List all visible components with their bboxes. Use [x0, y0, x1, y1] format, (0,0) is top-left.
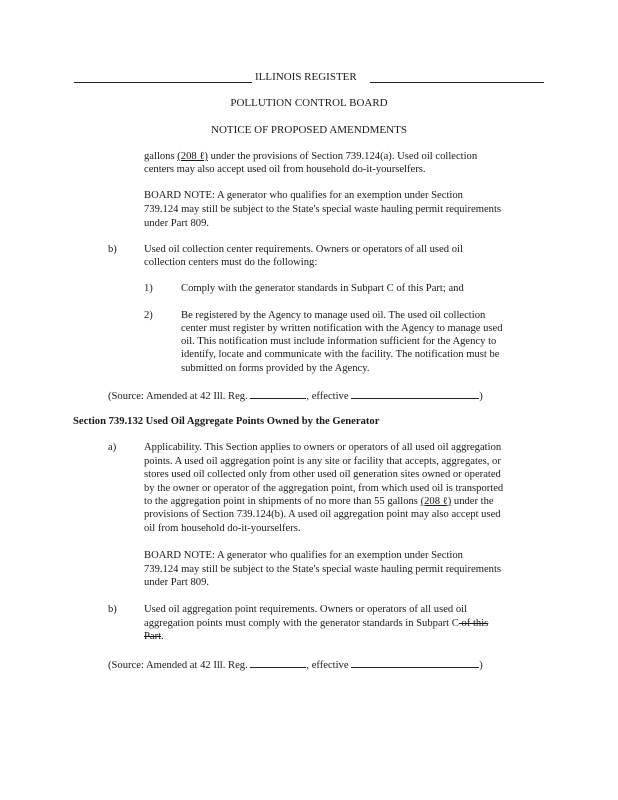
item-a-line-2: points. A used oil aggregation point is any site or facility that accepts, aggregates, or — [144, 456, 501, 467]
blank-field — [351, 657, 479, 668]
item-b-line-2: collection centers must do the following: — [144, 257, 318, 268]
board-title: POLLUTION CONTROL BOARD — [230, 97, 388, 109]
item-a-line-4: by the owner or operator of the aggregation point, from which used oil is transported — [144, 483, 504, 494]
subitem-2-line-4: identify, locate and communicate with the facility. The notification must be — [181, 349, 500, 360]
subitem-2-line-3: oil. This notification must include information sufficient for the Agency to — [181, 336, 497, 347]
board-note-2-line-3: under Part 809. — [144, 577, 210, 588]
cont-line-2: centers may also accept used oil from household do-it-yourselfers. — [144, 164, 426, 175]
item-b2-line-1: Used oil aggregation point requirements. Owners or operators of all used oil — [144, 604, 468, 615]
item-b2-line-2: aggregation points must comply with the generator standards in Subpart C of this — [144, 618, 489, 629]
item-a-line-6: provisions of Section 739.124(b). A used oil aggregation point may also accept used — [144, 509, 501, 520]
item-a-line-5: to the aggregation point in shipments of no more than 55 gallons (208 ℓ) under the — [144, 496, 494, 507]
section-heading: Section 739.132 Used Oil Aggregate Points Owned by the Generator — [73, 416, 380, 427]
inserted-text: (208 ℓ) — [177, 151, 208, 162]
item-b-line-1: Used oil collection center requirements. Owners or operators of all used oil — [144, 244, 463, 255]
blank-field — [351, 388, 479, 399]
board-note-1-line-2: 739.124 may still be subject to the State's special waste hauling permit requirements — [144, 204, 502, 215]
subitem-2-line-1: Be registered by the Agency to manage used oil. The used oil collection — [181, 310, 486, 321]
inserted-text: (208 ℓ) — [420, 496, 452, 507]
subitem-1-text: Comply with the generator standards in Subpart C of this Part; and — [181, 283, 464, 294]
header-rule-left — [74, 82, 252, 83]
cont-line-1: gallons (208 ℓ) under the provisions of Section 739.124(a). Used oil collection — [144, 151, 478, 162]
item-a-line-7: oil from household do-it-yourselfers. — [144, 523, 301, 534]
register-title: ILLINOIS REGISTER — [255, 71, 357, 83]
board-note-1-line-1: BOARD NOTE: A generator who qualifies for an exemption under Section — [144, 190, 463, 201]
source-note-2: (Source: Amended at 42 Ill. Reg. , effective ) — [108, 657, 483, 672]
board-note-2-line-1: BOARD NOTE: A generator who qualifies for an exemption under Section — [144, 550, 463, 561]
struck-text: of this — [458, 618, 489, 629]
header-rule-right — [370, 82, 544, 83]
notice-title: NOTICE OF PROPOSED AMENDMENTS — [211, 124, 407, 136]
subitem-2-line-2: center must register by written notification with the Agency to manage used — [181, 323, 503, 334]
blank-field — [250, 388, 306, 399]
item-b-label: b) — [108, 244, 117, 255]
item-a-line-1: Applicability. This Section applies to owners or operators of all used oil aggregation — [144, 442, 502, 453]
board-note-2-line-2: 739.124 may still be subject to the State's special waste hauling permit requirements — [144, 564, 502, 575]
item-a-label: a) — [108, 442, 117, 453]
blank-field — [250, 657, 306, 668]
subitem-2-line-5: submitted on forms provided by the Agency. — [181, 363, 370, 374]
item-a-line-3: stores used oil collected only from other used oil generation sites owned or operated — [144, 469, 501, 480]
subitem-2-label: 2) — [144, 310, 153, 321]
board-note-1-line-3: under Part 809. — [144, 218, 210, 229]
item-b2-line-3: Part. — [144, 631, 164, 642]
source-note-1: (Source: Amended at 42 Ill. Reg. , effective ) — [108, 388, 483, 403]
subitem-1-label: 1) — [144, 283, 153, 294]
item-b2-label: b) — [108, 604, 117, 615]
struck-text: Part — [144, 631, 162, 642]
